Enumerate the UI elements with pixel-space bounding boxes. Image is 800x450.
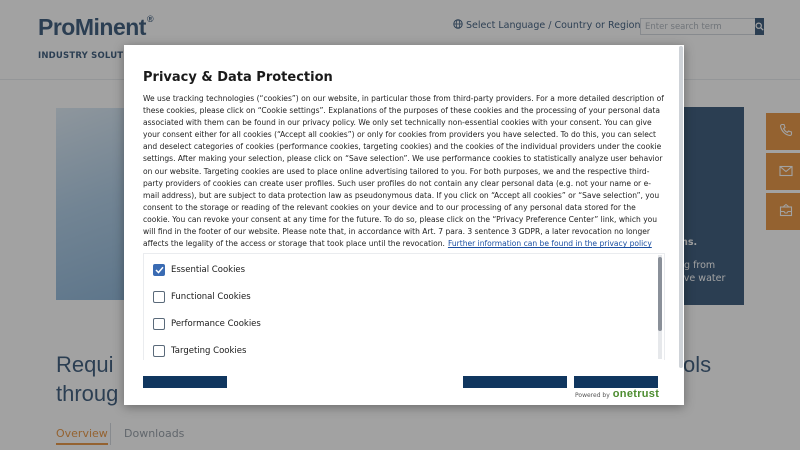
cookie-settings-button[interactable] (143, 376, 227, 388)
accept-all-button[interactable] (574, 376, 658, 388)
modal-description: We use tracking technologies (“cookies”) on our website, in particular those from third-party providers. For a more detailed description of these cookies, please click on “Cookie settings”. Explanations of the purposes of these cookies and the processing of your personal data associated with them can be found in our privacy policy. We only set technically non-essential cookies with your consent. You can give your consent either for all cookies (“Accept all cookies”) or only for cookies from providers you have selected. To do this, you can select and deselect categories of cookies (performance cookies, targeting cookies) and the cookies of the individual providers under the cookie settings. After making your selection, please click on “Save selection”. We use performance cookies to statistically analyze user behavior on our website. Targeting cookies are used to place online advertising tailored to you. For both purposes, we and the respective third-party providers of cookies can create user profiles. Such user profiles do not contain any clear personal data (e.g. not your name or e-mail address), but are subject to data protection law as pseudonymous data. If you click on “Accept all cookies” or “Save selection”, you consent to the storage or reading of the relevant cookies on your device and to our processing of any personal data stored for the cookie. You can revoke your consent at any time for the future. To do so, please click on the “Privacy Preference Center” link, which you will find in the footer of our website. Please note that, in accordance with Art. 7 para. 3 sentence 3 GDPR, a later revocation no longer affects the legality of the access or storage that took place until the revocation. Further information can be found in the privacy policy (143, 94, 664, 249)
checkbox-functional[interactable] (153, 291, 165, 303)
check-icon (155, 266, 164, 274)
checkbox-targeting[interactable] (153, 345, 165, 357)
save-selection-button[interactable] (463, 376, 567, 388)
checkbox-performance[interactable] (153, 318, 165, 330)
modal-scrollbar[interactable] (679, 46, 683, 368)
pref-label: Functional Cookies (171, 292, 251, 302)
pref-label: Performance Cookies (171, 319, 261, 329)
powered-by-onetrust[interactable]: Powered by onetrust (575, 388, 660, 400)
cookie-preferences-list (143, 253, 665, 360)
privacy-policy-link[interactable]: Further information can be found in the privacy policy (447, 239, 652, 249)
checkbox-essential[interactable] (153, 264, 165, 276)
pref-performance-cookies[interactable] (153, 318, 261, 330)
pref-label: Essential Cookies (171, 265, 246, 275)
privacy-modal (124, 45, 684, 405)
preferences-scrollbar-thumb[interactable] (658, 257, 662, 331)
modal-title: Privacy & Data Protection (143, 70, 333, 85)
pref-label: Targeting Cookies (171, 346, 247, 356)
pref-targeting-cookies[interactable] (153, 345, 246, 357)
pref-functional-cookies[interactable] (153, 291, 251, 303)
pref-essential-cookies[interactable] (153, 264, 245, 276)
